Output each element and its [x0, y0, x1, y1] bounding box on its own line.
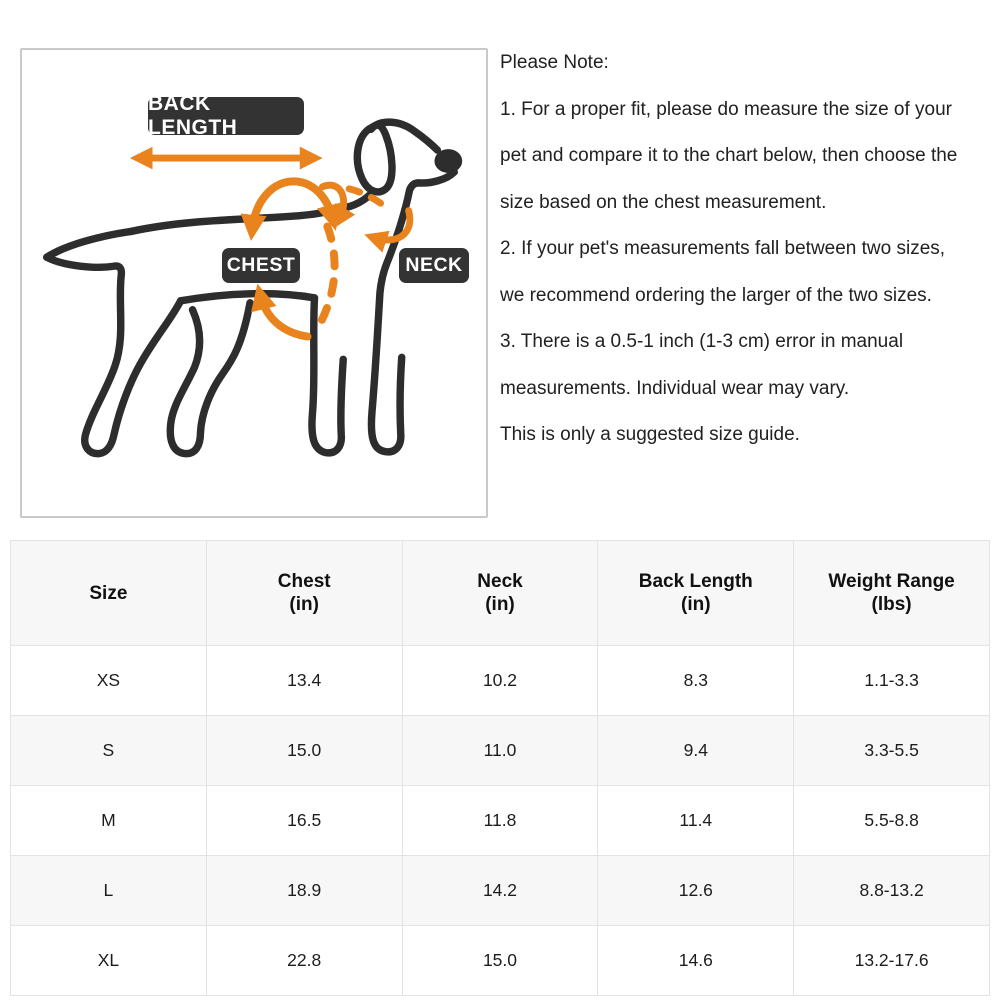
cell-back-length: 12.6	[598, 856, 794, 926]
cell-weight-range: 5.5-8.8	[794, 786, 990, 856]
dog-nose	[434, 149, 462, 173]
col-header-chest: Chest (in)	[206, 541, 402, 646]
dog-outline	[47, 122, 462, 454]
table-header-row	[11, 541, 990, 646]
chest-label: CHEST	[222, 248, 300, 283]
table-row-xs	[11, 646, 990, 716]
col-header-back-length: Back Length (in)	[598, 541, 794, 646]
cell-back-length: 9.4	[598, 716, 794, 786]
cell-back-length: 8.3	[598, 646, 794, 716]
note-line-8: This is only a suggested size guide.	[500, 424, 800, 445]
cell-neck: 11.0	[402, 716, 598, 786]
cell-size: XL	[11, 926, 207, 996]
cell-weight-range: 3.3-5.5	[794, 716, 990, 786]
note-line-1: 1. For a proper fit, please do measure the size of your	[500, 98, 953, 120]
size-chart-table	[10, 540, 990, 996]
cell-chest: 15.0	[206, 716, 402, 786]
dog-measurement-diagram	[20, 48, 488, 518]
cell-size: L	[11, 856, 207, 926]
note-line-3: size based on the chest measurement.	[500, 191, 827, 213]
cell-size: M	[11, 786, 207, 856]
cell-weight-range: 1.1-3.3	[794, 646, 990, 716]
cell-size: S	[11, 716, 207, 786]
cell-neck: 14.2	[402, 856, 598, 926]
note-line-2: pet and compare it to the chart below, then choose the	[500, 145, 958, 166]
cell-neck: 10.2	[402, 646, 598, 716]
table-row-m	[11, 786, 990, 856]
chest-girth-dashed	[315, 226, 334, 331]
note-line-5: we recommend ordering the larger of the two sizes.	[500, 284, 932, 306]
col-header-size: Size	[11, 541, 207, 646]
table-row-l	[11, 856, 990, 926]
dog-tail	[47, 231, 131, 257]
cell-chest: 18.9	[206, 856, 402, 926]
back-length-label: BACK LENGTH	[148, 97, 304, 135]
cell-chest: 16.5	[206, 786, 402, 856]
col-header-neck: Neck (in)	[402, 541, 598, 646]
neck-label: NECK	[399, 248, 469, 283]
cell-neck: 15.0	[402, 926, 598, 996]
note-line-4: 2. If your pet's measurements fall between two sizes,	[500, 238, 946, 259]
cell-back-length: 11.4	[598, 786, 794, 856]
note-line-6: 3. There is a 0.5-1 inch (1-3 cm) error in manual	[500, 331, 904, 352]
table-row-s	[11, 716, 990, 786]
col-header-weight-range: Weight Range (lbs)	[794, 541, 990, 646]
cell-back-length: 14.6	[598, 926, 794, 996]
cell-neck: 11.8	[402, 786, 598, 856]
chest-girth-bottom-arc	[260, 294, 308, 337]
note-title: Please Note:	[500, 52, 609, 73]
cell-size: XS	[11, 646, 207, 716]
cell-chest: 13.4	[206, 646, 402, 716]
cell-weight-range: 8.8-13.2	[794, 856, 990, 926]
cell-chest: 22.8	[206, 926, 402, 996]
table-row-xl	[11, 926, 990, 996]
cell-weight-range: 13.2-17.6	[794, 926, 990, 996]
dog-ear	[357, 125, 392, 192]
please-note-section	[500, 40, 998, 459]
note-line-7: measurements. Individual wear may vary.	[500, 377, 850, 399]
